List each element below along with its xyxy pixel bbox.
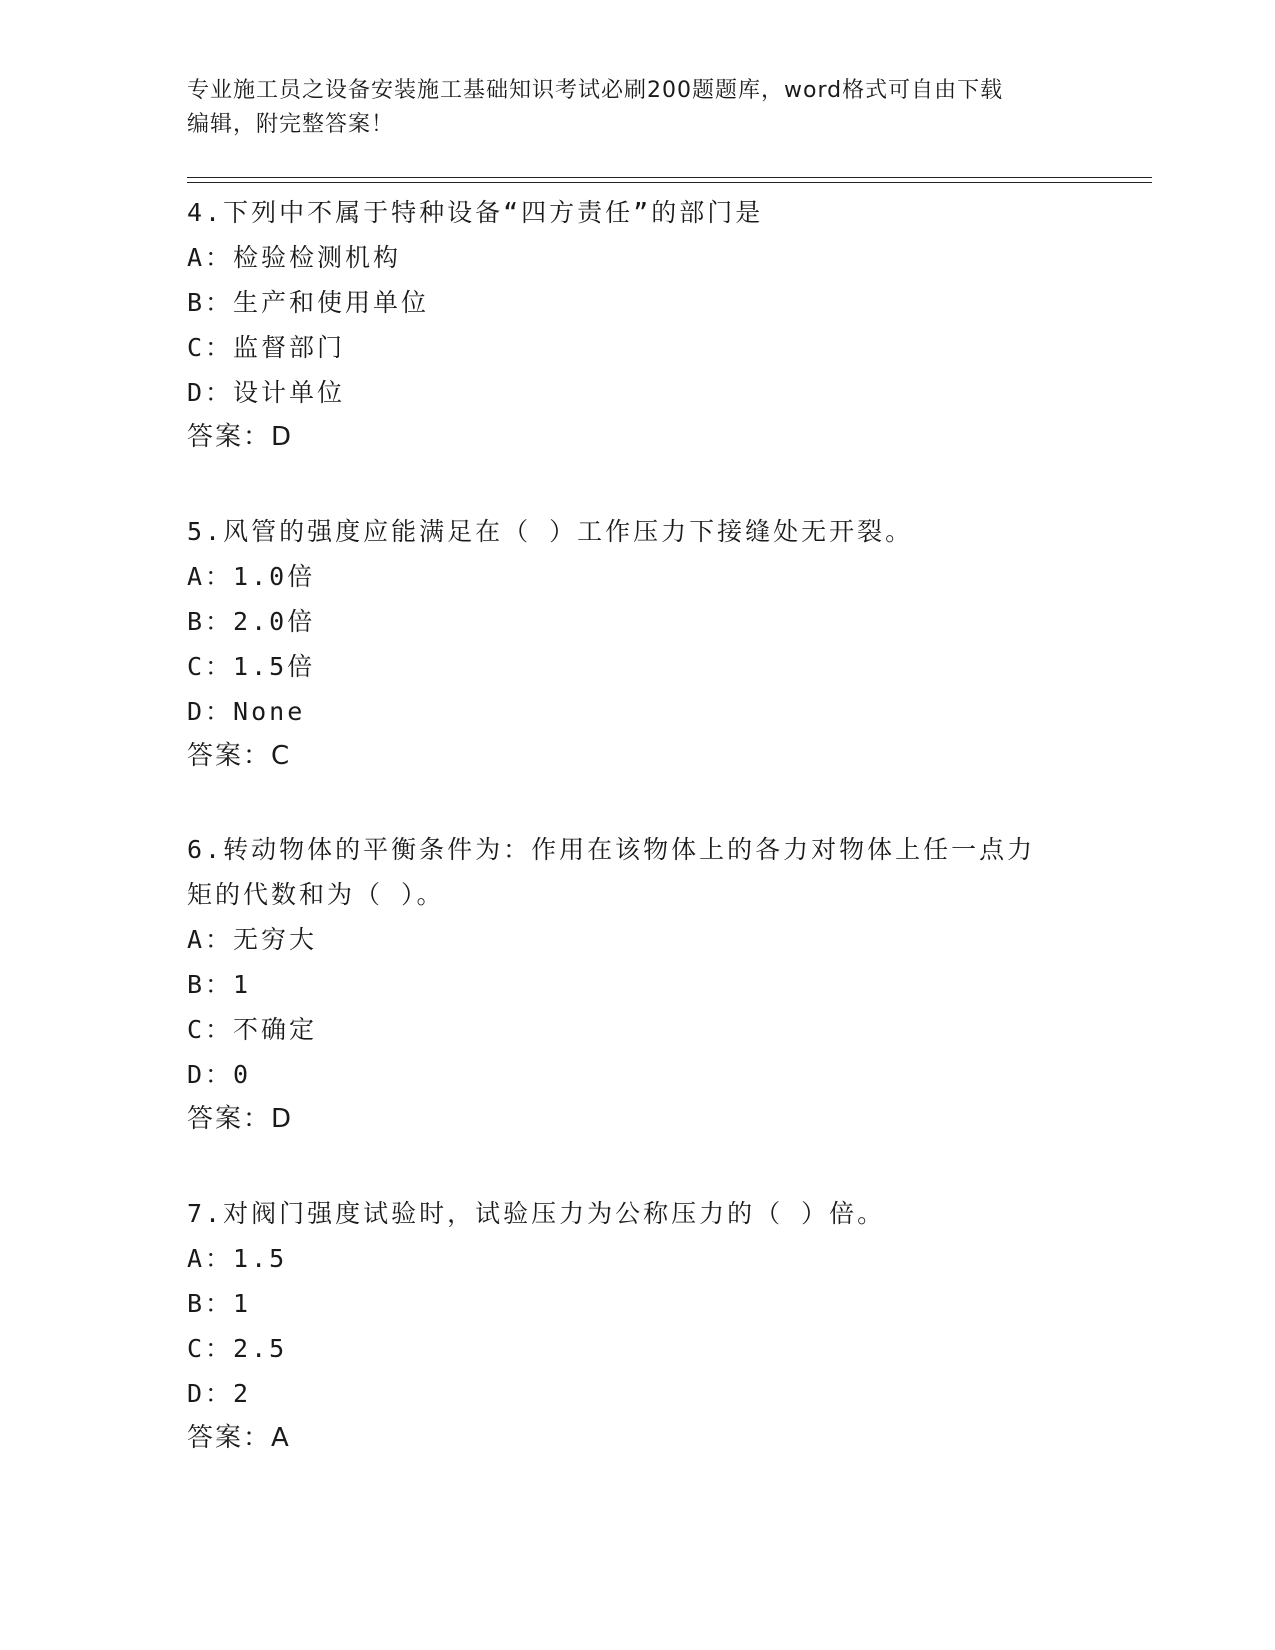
option-a: A：检验检测机构 xyxy=(187,243,402,272)
document-header xyxy=(187,74,1087,142)
option-c: C：监督部门 xyxy=(187,333,346,362)
option-d: D：None xyxy=(187,697,306,726)
header-title-line-1: 专业施工员之设备安装施工基础知识考试必刷200题题库，word格式可自由下载 xyxy=(187,78,1004,103)
question-stem: 6.转动物体的平衡条件为：作用在该物体上的各力对物体上任一点力矩的代数和为（ ）。 xyxy=(187,835,1036,909)
option-d: D：2 xyxy=(187,1379,252,1408)
question-stem: 5.风管的强度应能满足在（ ）工作压力下接缝处无开裂。 xyxy=(187,517,914,546)
question-stem: 4.下列中不属于特种设备“四方责任”的部门是 xyxy=(187,198,764,227)
option-a: A：1.0倍 xyxy=(187,562,316,591)
header-divider-top xyxy=(187,177,1152,178)
option-a: A：1.5 xyxy=(187,1244,288,1273)
option-c: C：2.5 xyxy=(187,1334,288,1363)
question-4 xyxy=(187,190,1087,460)
option-b: B：1 xyxy=(187,1289,252,1318)
option-d: D：0 xyxy=(187,1060,252,1089)
question-5 xyxy=(187,509,1087,779)
option-a: A：无穷大 xyxy=(187,925,318,954)
option-c: C：不确定 xyxy=(187,1015,318,1044)
answer-line: 答案：C xyxy=(187,741,292,771)
header-divider-bottom xyxy=(187,182,1152,183)
header-title-line-2: 编辑，附完整答案！ xyxy=(187,112,395,137)
option-b: B：1 xyxy=(187,970,252,999)
answer-line: 答案：A xyxy=(187,1423,291,1453)
question-stem: 7.对阀门强度试验时，试验压力为公称压力的（ ）倍。 xyxy=(187,1199,886,1228)
question-6 xyxy=(187,827,1087,1142)
option-b: B：生产和使用单位 xyxy=(187,288,430,317)
answer-line: 答案：D xyxy=(187,1104,294,1134)
option-d: D：设计单位 xyxy=(187,378,346,407)
option-c: C：1.5倍 xyxy=(187,652,316,681)
question-7 xyxy=(187,1191,1087,1461)
option-b: B：2.0倍 xyxy=(187,607,316,636)
answer-line: 答案：D xyxy=(187,422,294,452)
